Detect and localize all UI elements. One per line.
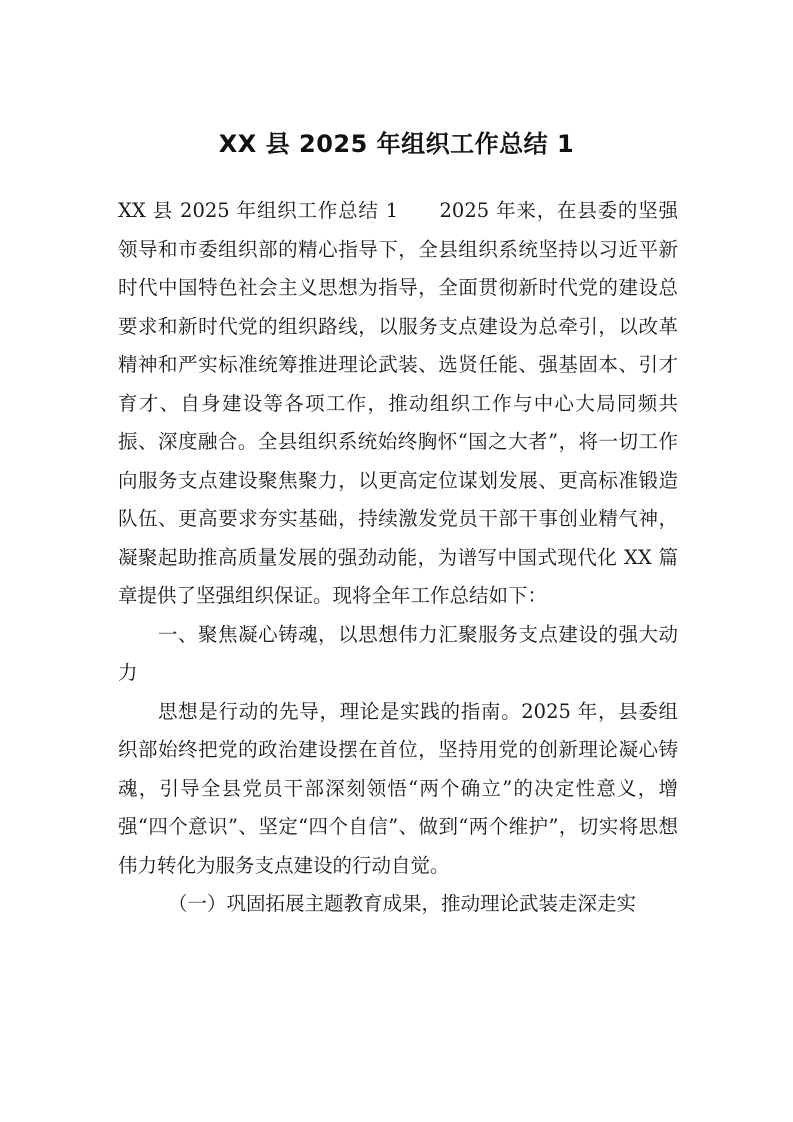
- subsection-heading-1: （一）巩固拓展主题教育成果，推动理论武装走深走实: [168, 892, 637, 915]
- section-heading-1: 一、聚焦凝心铸魂，以思想伟力汇聚服务支点建设的强大动力: [118, 622, 678, 684]
- intro-paragraph: XX 县 2025 年组织工作总结 1 2025 年来，在县委的坚强领导和市委组织部的精心指导下，全县组织系统坚持以习近平新时代中国特色社会主义思想为指导，全面贯彻新时代党的建设总要求和新时代党的组织路线，以服务支点建设为总牵引，以改革精神和严实标准统筹推进理论武装、选贤任能、强基固本、引才育才、自身建设等各项工作，推动组织工作与中心大局同频共振、深度融合。全县组织系统始终胸怀“国之大者”，将一切工作向服务支点建设聚焦聚力，以更高定位谋划发展、更高标准锻造队伍、更高要求夯实基础，持续激发党员干部干事创业精气神，凝聚起助推高质量发展的强劲动能，为谱写中国式现代化 XX 篇章提供了坚强组织保证。现将全年工作总结如下：: [118, 199, 678, 607]
- document-title: XX 县 2025 年组织工作总结 1: [218, 130, 575, 158]
- document-body: [118, 192, 678, 924]
- body-paragraph: 思想是行动的先导，理论是实践的指南。2025 年，县委组织部始终把党的政治建设摆在首位，坚持用党的创新理论凝心铸魂，引导全县党员干部深刻领悟“两个确立”的决定性意义，增强“四个意识”、坚定“四个自信”、做到“两个维护”，切实将思想伟力转化为服务支点建设的行动自觉。: [118, 699, 678, 877]
